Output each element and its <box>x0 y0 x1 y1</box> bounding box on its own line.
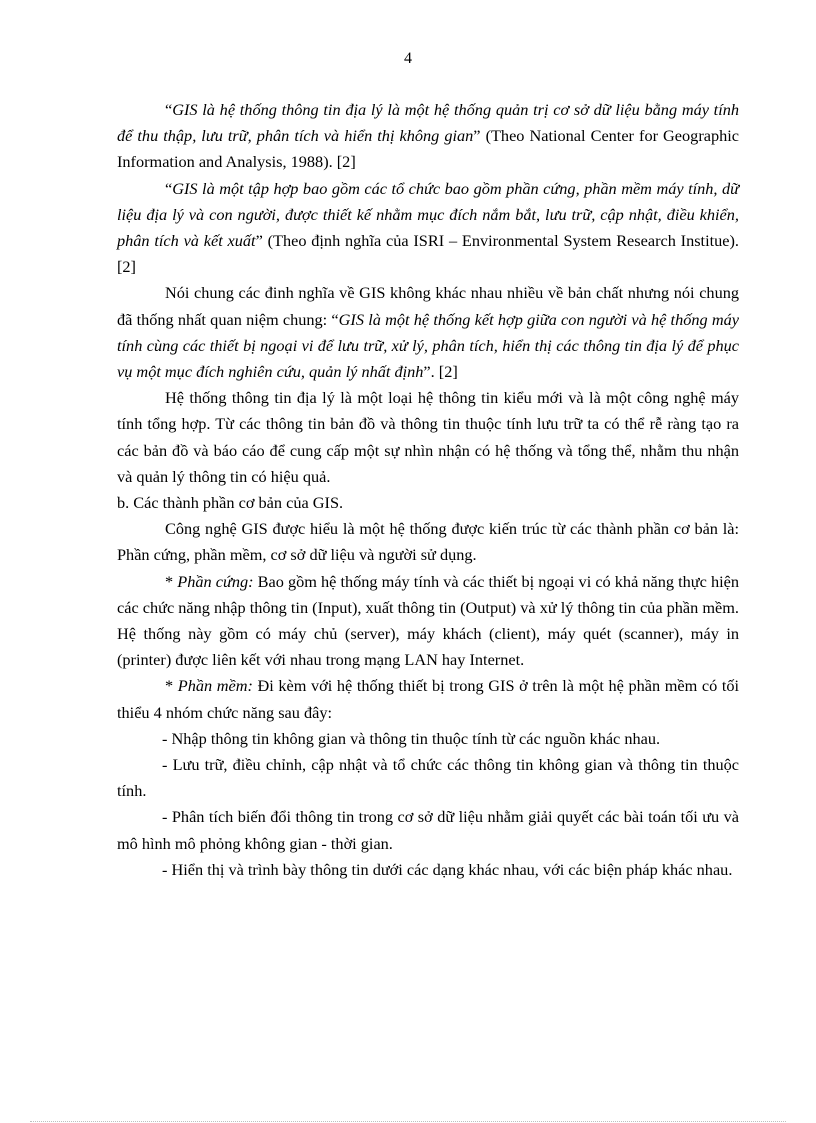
text-run: “ <box>165 100 173 119</box>
text-run: - Lưu trữ, điều chỉnh, cập nhật và tổ chức các thông tin không gian và thông tin thuộc tính. <box>117 755 739 801</box>
text-run: Bao gồm hệ thống máy tính và các thiết bị ngoại vi có khả năng thực hiện các chức năng nhập thông tin (Input), xuất thông tin (Output) và xử lý thông tin của phần mềm. Hệ thống này gồm có máy chủ (server), máy khách (client), máy quét (scanner), máy in (printer) được liên kết với nhau trong mạng LAN hay Internet. <box>117 571 739 670</box>
italic-text: GIS là hệ thống thông tin địa lý là một hệ thống quản trị cơ sở dữ liệu bằng máy tính để thu thập, lưu trữ, phân tích và hiển thị không gian <box>117 100 739 146</box>
text-run: b. Các thành phần cơ bản của GIS. <box>117 493 344 513</box>
italic-text: Phần mềm: <box>177 676 253 696</box>
italic-text: GIS là một hệ thống kết hợp giữa con người và hệ thống máy tính cùng các thiết bị ngoại vi để lưu trữ, xử lý, phân tích, hiển thị các thông tin địa lý để phục vụ một mục đích nghiên cứu, quản lý nhất định <box>117 309 739 382</box>
section-heading <box>117 490 739 516</box>
text-run: Công nghệ GIS được hiểu là một hệ thống được kiến trúc từ các thành phần cơ bản là: Phần cứng, phần mềm, cơ sở dữ liệu và người sử dụng. <box>117 519 739 565</box>
list-item <box>117 857 739 883</box>
list-item <box>117 752 739 804</box>
list-item <box>117 726 739 752</box>
text-run: Hệ thống thông tin địa lý là một loại hệ thông tin kiểu mới và là một công nghệ máy tính tổng hợp. Từ các thông tin bản đồ và thông tin thuộc tính lưu trữ ta có thể rễ ràng tạo ra các bản đồ và báo cáo để cung cấp một sự nhìn nhận có hệ thống và tổng thể, nhằm thu nhận và quản lý thông tin có hiệu quả. <box>117 388 739 486</box>
paragraph <box>117 516 739 568</box>
text-run: Đi kèm với hệ thống thiết bị trong GIS ở trên là một hệ phần mềm có tối thiểu 4 nhóm chức năng sau đây: <box>117 676 740 722</box>
page-number: 4 <box>404 50 412 67</box>
text-run: Nói chung các đinh nghĩa về GIS không khác nhau nhiều về bản chất nhưng nói chung đã thống nhất quan niệm chung: “ <box>117 283 739 329</box>
text-run: ”. [2] <box>423 362 458 382</box>
text-run: “ <box>165 178 173 198</box>
text-run: * <box>165 676 178 696</box>
paragraph <box>117 176 739 281</box>
paragraph <box>117 280 739 385</box>
text-run: ” (Theo định nghĩa của ISRI – Environmental System Research Institue). [2] <box>117 231 739 277</box>
paragraph <box>117 569 739 674</box>
italic-text: Phần cứng: <box>177 571 254 591</box>
text-run: - Hiển thị và trình bày thông tin dưới các dạng khác nhau, với các biện pháp khác nhau. <box>162 859 733 879</box>
text-run: - Phân tích biến đổi thông tin trong cơ sở dữ liệu nhằm giải quyết các bài toán tối ưu và mô hình mô phỏng không gian - thời gian. <box>117 807 739 853</box>
page-bottom-border <box>30 1121 786 1122</box>
text-run: ” (Theo National Center for Geographic Information and Analysis, 1988). [2] <box>117 126 739 172</box>
text-run: * <box>165 571 178 591</box>
paragraph <box>117 97 739 176</box>
paragraph <box>117 385 739 490</box>
paragraph <box>117 673 739 725</box>
list-item <box>117 804 739 856</box>
italic-text: GIS là một tập hợp bao gồm các tổ chức bao gồm phần cứng, phần mềm máy tính, dữ liệu địa lý và con người, được thiết kế nhằm mục đích nắm bắt, lưu trữ, cập nhật, điều khiển, phân tích và kết xuất <box>117 178 739 251</box>
text-run: - Nhập thông tin không gian và thông tin thuộc tính từ các nguồn khác nhau. <box>162 728 661 748</box>
document-body <box>117 97 739 883</box>
